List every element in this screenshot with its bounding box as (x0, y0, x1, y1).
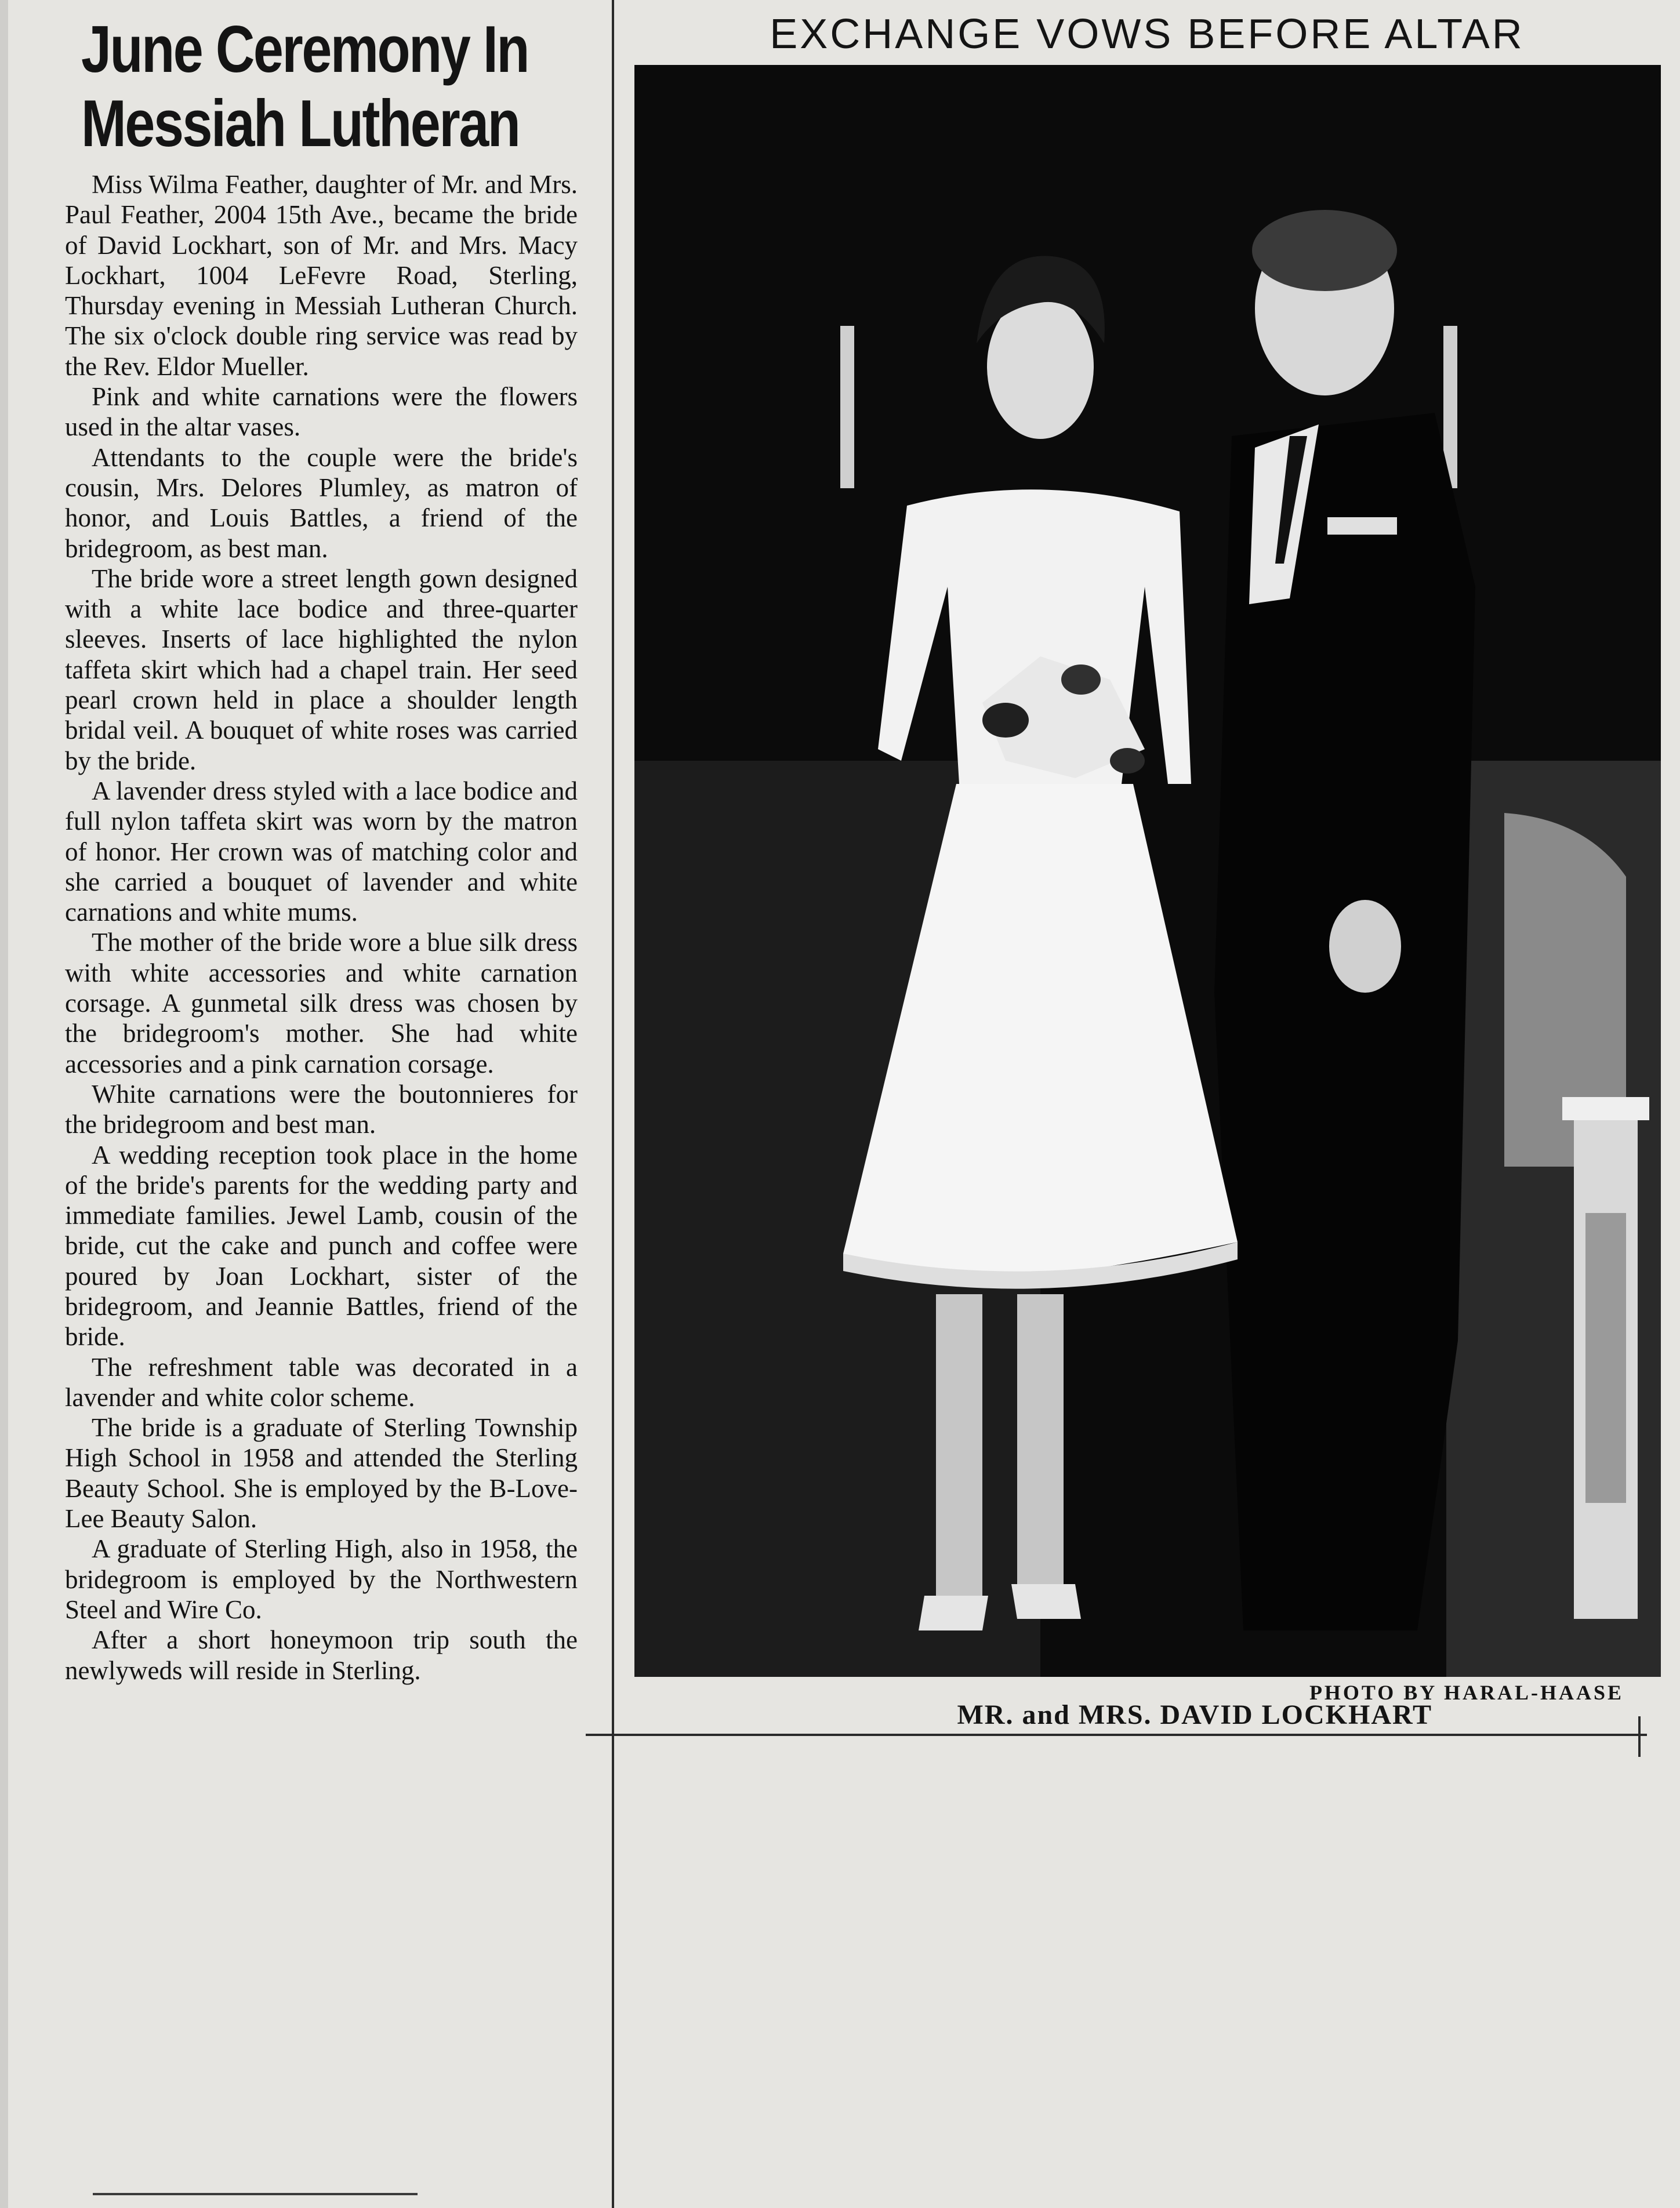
article-paragraph: The bride wore a street length gown designed with a white lace bodice and three-quarter sleeves. Inserts of lace highlighted the nylon taffeta skirt which had a chapel train. Her seed pearl crown held in place a shoulder length bridal veil. A bouquet of white roses was carried by the bride. (65, 564, 578, 775)
photo-box-edge (1638, 1716, 1641, 1757)
page-edge (0, 0, 8, 2208)
photo-caption: MR. and MRS. DAVID LOCKHART (957, 1699, 1432, 1730)
photo-column (586, 0, 1680, 1757)
article-paragraph: A graduate of Sterling High, also in 1958, the bridegroom is employed by the Northwestern Steel and Wire Co. (65, 1534, 578, 1624)
article-headline (81, 13, 580, 161)
article-paragraph: Attendants to the couple were the bride's cousin, Mrs. Delores Plumley, as matron of honor, and Louis Battles, a friend of the bridegroom, as best man. (65, 442, 578, 563)
article-paragraph: After a short honeymoon trip south the newlyweds will reside in Sterling. (65, 1625, 578, 1685)
article-paragraph: White carnations were the boutonnieres for the bridegroom and best man. (65, 1079, 578, 1139)
article-paragraph: Miss Wilma Feather, daughter of Mr. and Mrs. Paul Feather, 2004 15th Ave., became the bride of David Lockhart, son of Mr. and Mrs. Macy Lockhart, 1004 LeFevre Road, Sterling, Thursday evening in Messiah Lutheran Church. The six o'clock double ring service was read by the Rev. Eldor Mueller. (65, 170, 578, 381)
photo-credit: PHOTO BY HARAL-HAASE (1309, 1681, 1624, 1704)
article-paragraph: A wedding reception took place in the home of the bride's parents for the wedding party and immediate families. Jewel Lamb, cousin of the bride, cut the cake and punch and coffee were poured by Joan Lockhart, sister of the bridegroom, and Jeannie Battles, friend of the bride. (65, 1140, 578, 1352)
wedding-photo (634, 65, 1661, 1677)
couple-photo-illustration (634, 65, 1661, 1677)
photo-header: EXCHANGE VOWS BEFORE ALTAR (770, 11, 1525, 57)
headline-line-1: June Ceremony In (81, 13, 529, 86)
article-end-rule (93, 2193, 418, 2195)
article-paragraph: The mother of the bride wore a blue silk dress with white accessories and white carnation corsage. A gunmetal silk dress was chosen by the bridegroom's mother. She had white accessories and a pink carnation corsage. (65, 928, 578, 1078)
caption-rule (586, 1734, 1647, 1736)
headline-line-2: Messiah Lutheran (81, 87, 520, 161)
article-paragraph: The bride is a graduate of Sterling Township High School in 1958 and attended the Sterling Beauty School. She is employed by the B-Love-Lee Beauty Salon. (65, 1413, 578, 1534)
article-paragraph: A lavender dress styled with a lace bodice and full nylon taffeta skirt was worn by the matron of honor. Her crown was of matching color and she carried a bouquet of lavender and white carnations and white mums. (65, 776, 578, 927)
article-paragraph: The refreshment table was decorated in a lavender and white color scheme. (65, 1352, 578, 1412)
article-paragraph: Pink and white carnations were the flowers used in the altar vases. (65, 382, 578, 442)
article-body (65, 169, 578, 1686)
article-column (65, 13, 578, 1686)
